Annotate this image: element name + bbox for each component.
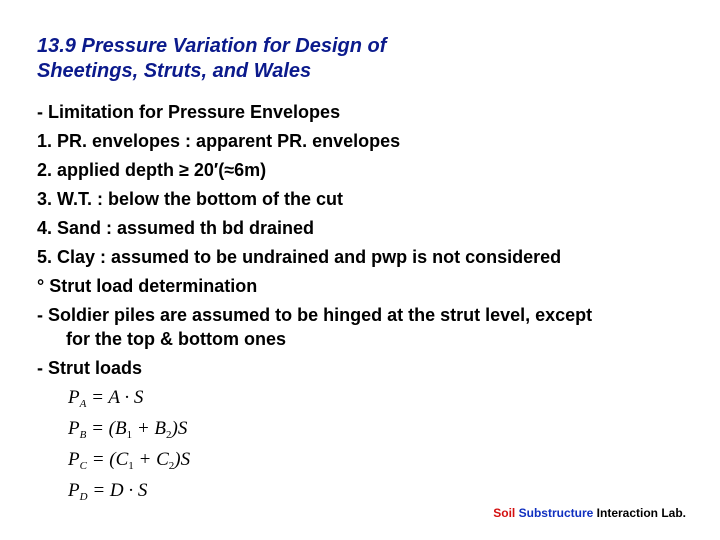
formula-pd: $P_D = D \cdot S$ [68,480,148,503]
title-line-1: 13.9 Pressure Variation for Design of [37,35,387,57]
slide-title [37,34,677,84]
item-2: 2. applied depth ≥ 20′(≈6m) [37,160,267,180]
formula-pa: $P_A = A \cdot S$ [68,387,144,410]
strut-load-formulas [68,385,248,509]
formula-pc: $P_C = (C_1 + C_2)S$ [68,449,191,472]
bullet-strut-load: ° Strut load determination [37,276,258,296]
footer-soil: Soil [493,506,516,520]
bullet-soldier-piles-cont: for the top & bottom ones [66,329,286,349]
footer-substructure: Substructure [518,506,594,520]
bullet-strut-loads: - Strut loads [37,358,143,378]
item-1: 1. PR. envelopes : apparent PR. envelopes [37,131,401,151]
item-5: 5. Clay : assumed to be undrained and pwp is not considered [37,247,562,267]
formula-pb: $P_B = (B_1 + B_2)S$ [68,418,188,441]
bullet-soldier-piles: - Soldier piles are assumed to be hinged at the strut level, except [37,305,593,325]
item-4: 4. Sand : assumed th bd drained [37,218,315,238]
footer-interaction-lab: Interaction Lab. [596,506,686,520]
bullet-limitation: - Limitation for Pressure Envelopes [37,102,341,122]
slide-body [37,100,677,385]
lab-footer [493,506,686,520]
title-line-2: Sheetings, Struts, and Wales [37,60,312,82]
item-3: 3. W.T. : below the bottom of the cut [37,189,343,209]
